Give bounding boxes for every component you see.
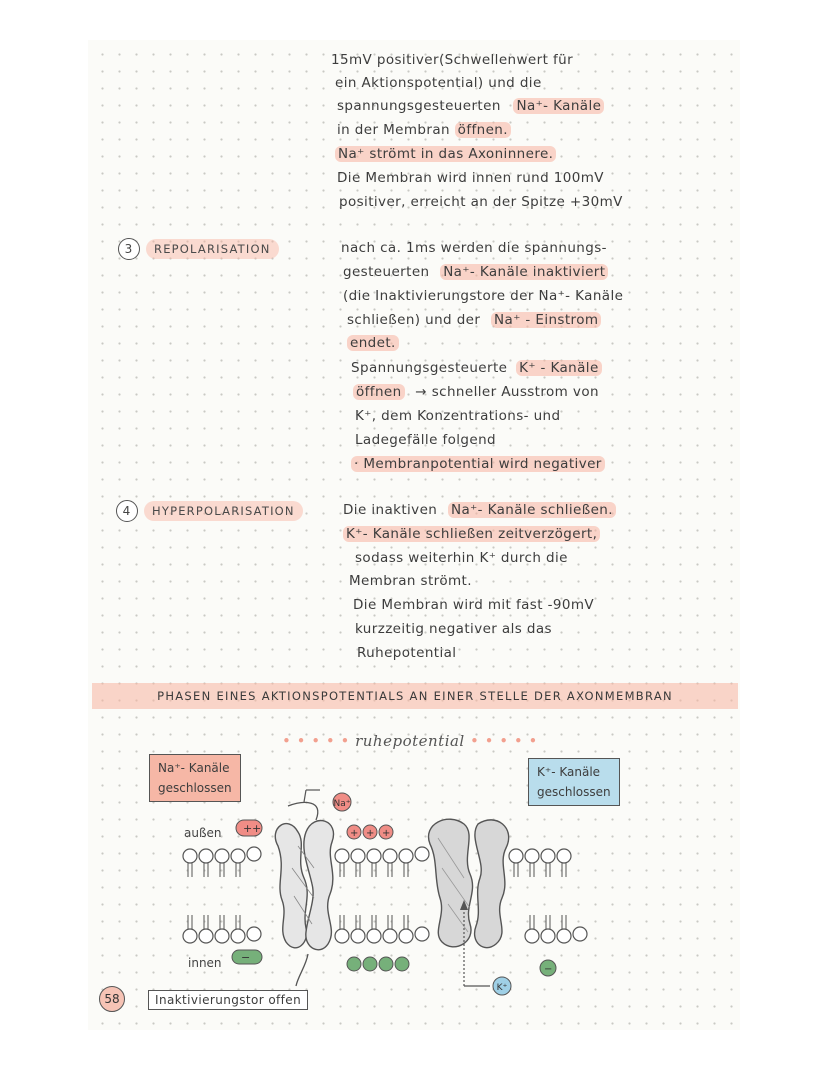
na-inflow-highlight: Na⁺ strömt in das Axoninnere. <box>335 146 556 162</box>
na-channel-icon <box>275 790 333 986</box>
minus-sign: − <box>544 964 553 975</box>
intro-text-span: spannungsgesteuerten <box>337 98 501 114</box>
inactivation-gate-caption: Inaktivierungstor offen <box>148 990 308 1010</box>
intro-line: positiver, erreicht an der Spitze +30mV <box>339 194 623 210</box>
plus-sign: + <box>243 822 253 835</box>
text-line <box>347 312 601 328</box>
text-line <box>353 384 599 400</box>
text-line <box>343 502 616 518</box>
plus-sign: + <box>382 828 391 839</box>
text-span: → schneller Ausstrom von <box>415 384 599 400</box>
plus-sign: + <box>366 828 375 839</box>
intro-line: ein Aktionspotential) und die <box>335 75 542 91</box>
text-line: kurzzeitig negativer als das <box>355 621 552 637</box>
na-inactivated-highlight: Na⁺- Kanäle inaktiviert <box>440 264 608 280</box>
lipid-tails-middle-top <box>340 863 408 877</box>
lipid-heads-left-top <box>183 847 261 863</box>
open-highlight: öffnen <box>353 384 405 400</box>
lipid-heads-middle-top <box>335 847 429 863</box>
lipid-tails-right-top <box>514 863 566 877</box>
lipid-tails-right-bottom <box>530 915 566 929</box>
intro-text-span: in der Membran <box>337 122 450 138</box>
membrane-drawing <box>92 728 742 998</box>
box-line: geschlossen <box>537 785 611 799</box>
k-delayed-highlight: K⁺- Kanäle schließen zeitverzögert, <box>343 526 600 542</box>
text-span: schließen) und der <box>347 312 481 328</box>
lipid-heads-left-bottom <box>183 927 261 943</box>
minus-charges-inside-middle <box>347 957 409 971</box>
text-line: Ladegefälle folgend <box>355 432 497 448</box>
lipid-heads-right-bottom <box>525 927 587 943</box>
text-line <box>343 264 608 280</box>
intro-line: 15mV positiver(Schwellenwert für <box>331 52 574 68</box>
text-line <box>347 335 399 351</box>
plus-charges-outside-left <box>236 820 262 836</box>
intro-line <box>335 146 556 162</box>
na-ion-icon <box>333 793 351 811</box>
intro-line <box>337 98 604 114</box>
lipid-heads-middle-bottom <box>335 927 429 943</box>
k-channel-icon <box>429 819 509 986</box>
lipid-tails-left-top <box>188 863 240 877</box>
phase-4-heading <box>116 500 303 522</box>
k-ion-icon <box>493 977 511 995</box>
text-span: Spannungsgesteuerte <box>351 360 508 376</box>
box-line: geschlossen <box>158 781 232 795</box>
text-line: Die Membran wird mit fast -90mV <box>353 597 595 613</box>
lipid-tails-left-bottom <box>188 915 240 929</box>
phase-title: REPOLARISATION <box>146 239 279 259</box>
na-ion-label: Na⁺ <box>333 799 351 809</box>
text-line: sodass weiterhin K⁺ durch die <box>355 550 568 566</box>
text-span: gesteuerten <box>343 264 430 280</box>
text-line: Membran strömt. <box>349 573 472 589</box>
inside-label: innen <box>188 956 222 970</box>
text-line <box>351 456 605 472</box>
section-banner: PHASEN EINES AKTIONSPOTENTIALS AN EINER STELLE DER AXONMEMBRAN <box>92 683 738 709</box>
open-highlight: öffnen. <box>455 122 511 138</box>
text-span: Die inaktiven <box>343 502 438 518</box>
intro-line <box>337 122 511 138</box>
page-number: 58 <box>99 986 125 1012</box>
text-line <box>343 526 600 542</box>
k-channel-highlight: K⁺ - Kanäle <box>516 360 602 376</box>
phase-number: 4 <box>116 500 138 522</box>
k-ion-label: K⁺ <box>496 983 508 993</box>
text-line: (die Inaktivierungstore der Na⁺- Kanäle <box>343 288 624 304</box>
outside-label: außen <box>184 826 222 840</box>
text-line <box>351 360 602 376</box>
intro-line: Die Membran wird innen rund 100mV <box>337 170 604 186</box>
minus-sign: − <box>241 951 251 964</box>
phase-3-heading <box>118 238 279 260</box>
plus-sign: + <box>350 828 359 839</box>
na-inflow-highlight: Na⁺ - Einstrom <box>491 312 601 328</box>
phase-title: HYPERPOLARISATION <box>144 501 303 521</box>
text-line: nach ca. 1ms werden die spannungs- <box>341 240 607 256</box>
box-line: K⁺- Kanäle <box>537 765 601 779</box>
minus-charges-inside-left <box>232 950 262 964</box>
plus-charges-outside-middle <box>347 825 393 839</box>
box-line: Na⁺- Kanäle <box>158 761 230 775</box>
minus-charge-inside-right <box>540 960 556 976</box>
diagram-title: • • • • • ruhepotential • • • • • <box>282 732 538 750</box>
ends-highlight: endet. <box>347 335 399 351</box>
text-line: Ruhepotential <box>357 645 457 661</box>
membrane-potential-highlight: · Membranpotential wird negativer <box>351 456 605 472</box>
plus-sign: + <box>252 822 262 835</box>
na-channel-highlight: Na⁺- Kanäle <box>513 98 604 114</box>
lipid-heads-right-top <box>509 849 571 863</box>
na-close-highlight: Na⁺- Kanäle schließen. <box>448 502 616 518</box>
lipid-tails-middle-bottom <box>340 915 408 929</box>
diagram-title-text: ruhepotential <box>355 732 465 750</box>
phase-number: 3 <box>118 238 140 260</box>
membrane-diagram <box>92 728 742 1028</box>
text-line: K⁺, dem Konzentrations- und <box>355 408 561 424</box>
